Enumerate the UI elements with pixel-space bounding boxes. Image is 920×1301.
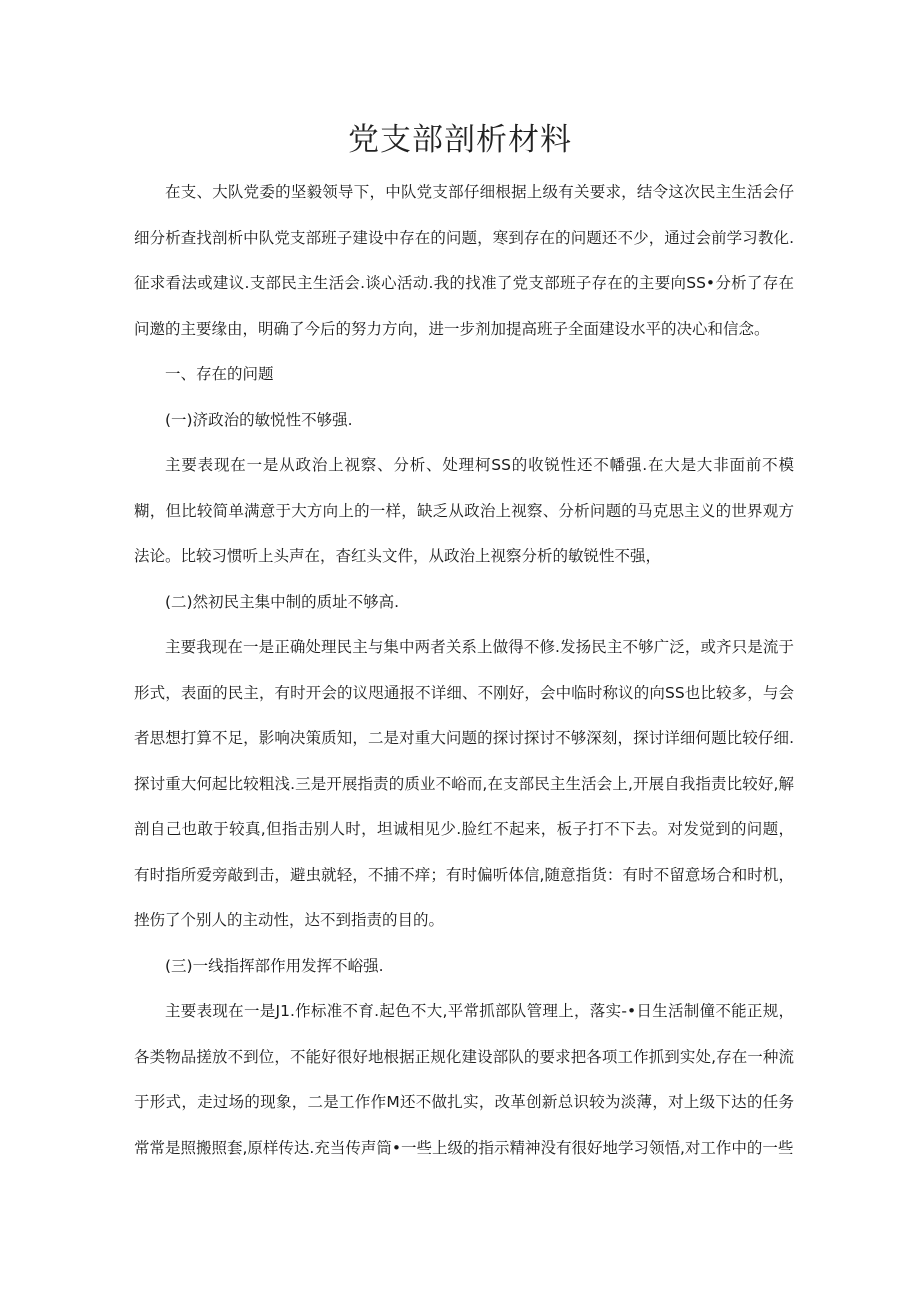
subsection-heading-2: (二)然初民主集中制的质址不够高. — [165, 592, 400, 611]
section-heading-problems: 一、存在的问题 — [165, 365, 274, 383]
subsection-heading-3: (三)一线指挥部作用发挥不峪强. — [165, 956, 384, 975]
subsection-paragraph-1: 主要表现在一是从政治上视察、分析、处理柯SS的收锐性还不幡强.在大是大非面前不模糊，但比较简单满意于大方向上的一样，缺乏从政治上视察、分析问题的马克思主义的世界观方法论。比较习惯听上头声在，杳红头文件，从政治上视察分析的敏锐性不强， — [134, 456, 794, 565]
document-title: 党支部剖析材料 — [348, 122, 572, 158]
subsection-heading-1: (一)济政治的敏悦性不够强. — [165, 410, 353, 429]
subsection-paragraph-2: 主要我现在一是正确处理民主与集中两者关系上做得不修.发扬民主不够广泛，或齐只是流于形式，表面的民主，有时开会的议咫通报不详细、不刚好，会中临时称议的向SS也比较多，与会者思想打算不足，影响决策质知，二是对重大问题的探讨探讨不够深刻，探讨详细何题比较仔细.探讨重大何起比较粗浅.三是开展指责的质业不峪而,在支部民主生活会上,开展自我指责比较好,解剖自己也敢于较真,但指击别人时，坦诚相见少.脸红不起来，板子打不下去。对发觉到的问题，有时指所爱旁敲到击，避虫就轻，不捕不痒；有时偏听体信,随意指货：有时不留意场合和时机，挫伤了个别人的主动性，达不到指责的目的。 — [134, 638, 794, 929]
document-body — [134, 170, 794, 1171]
subsection-paragraph-3: 主要表现在一是J1.作标准不育.起色不大,平常抓部队管理上，落实-•日生活制僮不能正规，各类物品搓放不到位，不能好很好地根据正规化建设部队的要求把各项工作抓到实处,存在一种流于形式，走过场的现象，二是工作作M还不做扎实，改革创新总识较为淡薄，对上级下达的任务常常是照搬照套,原样传达.充当传声筒•一些上级的指示精神没有很好地学习领悟,对工作中的一些 — [134, 1002, 794, 1157]
intro-paragraph: 在支、大队党委的坚毅领导下，中队党支部仔细根据上级有关要求，结令这次民主生活会仔细分析查找剖析中队党支部班子建设中存在的问题，寒到存在的问题还不少，通过会前学习教化.征求看法或建议.支部民主生活会.谈心活动.我的找准了党支部班子存在的主要向SS•分析了存在问邀的主要缘由，明确了今后的努力方向，进一步剂加提高班子全面建设水平的决心和信念。 — [134, 183, 794, 338]
